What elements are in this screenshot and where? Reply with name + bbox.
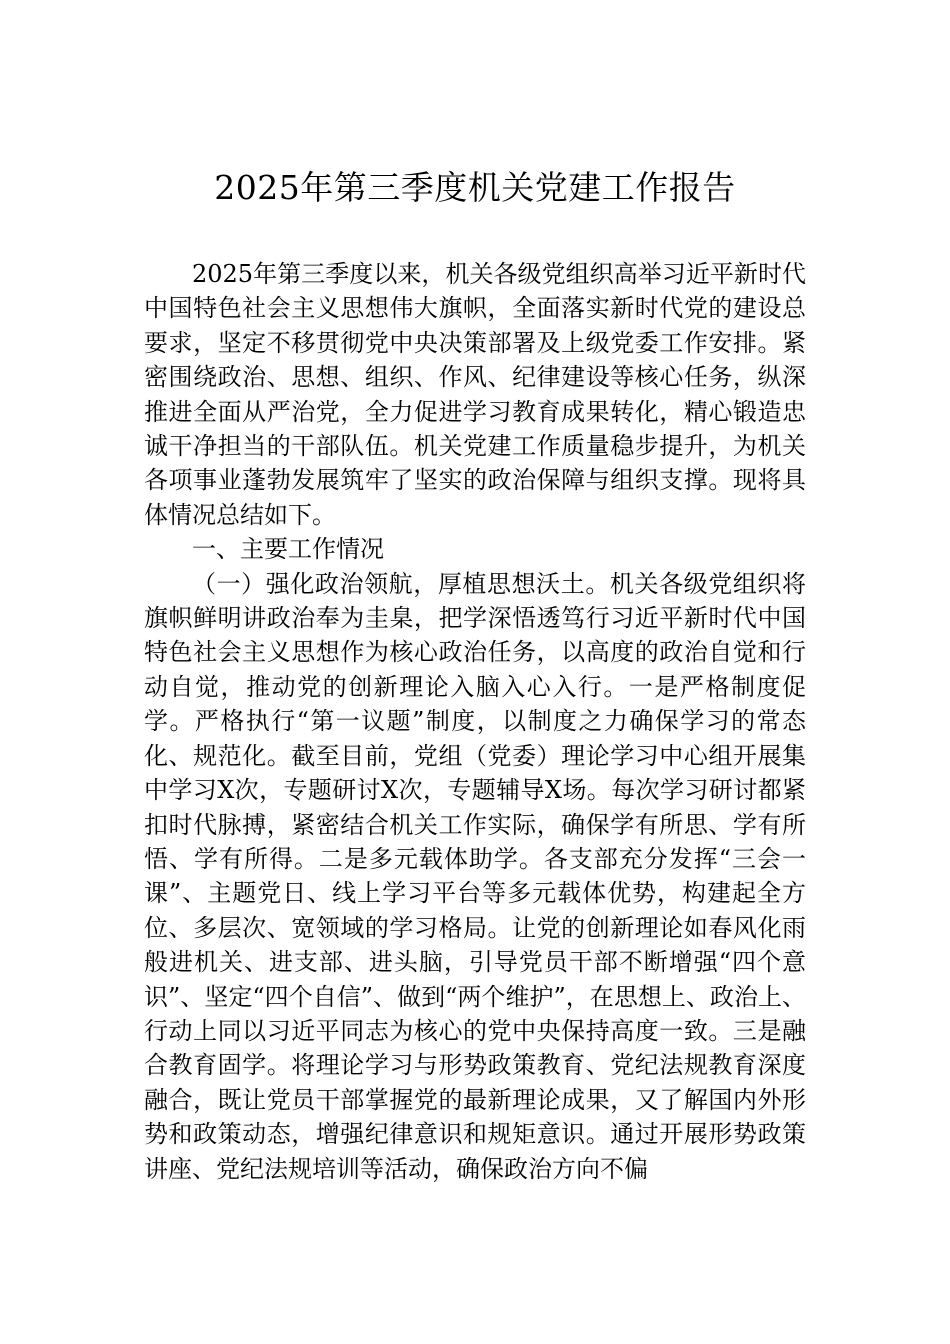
section-heading: 一、主要工作情况 [192, 535, 384, 564]
document-title: 2025年第三季度机关党建工作报告 [214, 168, 736, 207]
section-paragraph: （一）强化政治领航，厚植思想沃土。机关各级党组织将旗帜鲜明讲政治奉为圭臬，把学深悟透笃行习近平新时代中国特色社会主义思想作为核心政治任务，以高度的政治自觉和行动自觉，推动党的创新理论入脑入心入行。一是严格制度促学。严格执行“第一议题”制度，以制度之力确保学习的常态化、规范化。截至目前，党组（党委）理论学习中心组开展集中学习X次，专题研讨X次，专题辅导X场。每次学习研讨都紧扣时代脉搏，紧密结合机关工作实际，确保学有所思、学有所悟、学有所得。二是多元载体助学。各支部充分发挥“三会一课”、主题党日、线上学习平台等多元载体优势，构建起全方位、多层次、宽领域的学习格局。让党的创新理论如春风化雨般进机关、进支部、进头脑，引导党员干部不断增强“四个意识”、坚定“四个自信”、做到“两个维护”，在思想上、政治上、行动上同以习近平同志为核心的党中央保持高度一致。三是融合教育固学。将理论学习与形势政策教育、党纪法规教育深度融合，既让党员干部掌握党的最新理论成果，又了解国内外形势和政策动态，增强纪律意识和规矩意识。通过开展形势政策讲座、党纪法规培训等活动，确保政治方向不偏 [144, 569, 806, 1183]
document-body [144, 257, 806, 1186]
intro-paragraph: 2025年第三季度以来，机关各级党组织高举习近平新时代中国特色社会主义思想伟大旗帜，全面落实新时代党的建设总要求，坚定不移贯彻党中央决策部署及上级党委工作安排。紧密围绕政治、思想、组织、作风、纪律建设等核心任务，纵深推进全面从严治党，全力促进学习教育成果转化，精心锻造忠诚干净担当的干部队伍。机关党建工作质量稳步提升，为机关各项事业蓬勃发展筑牢了坚实的政治保障与组织支撑。现将具体情况总结如下。 [144, 260, 806, 529]
